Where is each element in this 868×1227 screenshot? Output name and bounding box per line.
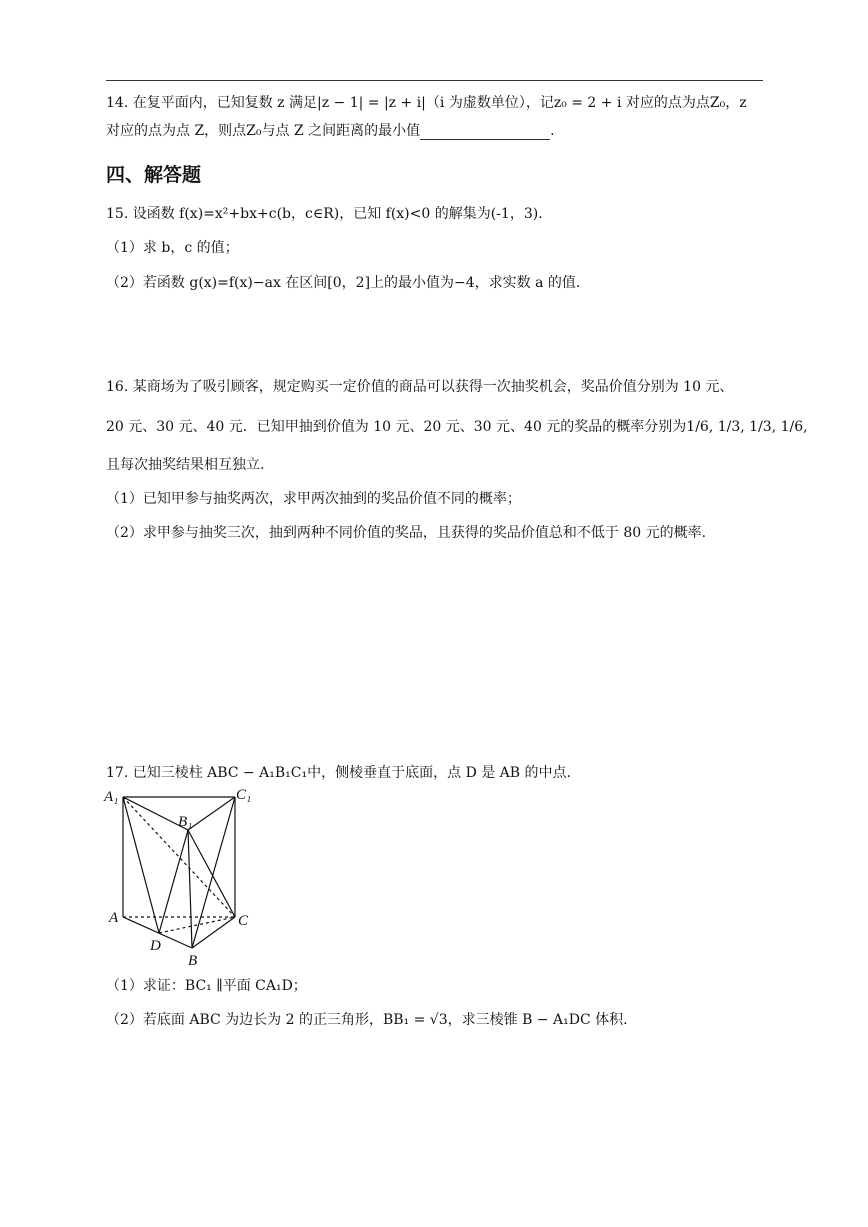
segment-a1d (123, 797, 159, 933)
q16-line3: 且每次抽奖结果相互独立. (106, 457, 265, 473)
q14-end: . (550, 123, 555, 139)
top-rule (106, 80, 763, 81)
answer-blank (420, 125, 550, 140)
q17-part2: （2）若底面 ABC 为边长为 2 的正三角形，BB₁ = √3，求三棱锥 B − A₁DC 体积. (106, 1012, 628, 1028)
q15-part1: （1）求 b，c 的值； (106, 240, 239, 256)
q14-line2 (106, 120, 555, 140)
q17-part1: （1）求证：BC₁ ∥平面 CA₁D； (106, 978, 307, 994)
q15-stem: 15. 设函数 f(x)=x²+bx+c(b，c∈R)，已知 f(x)<0 的解集为(-1，3). (106, 206, 543, 222)
q17-stem: 17. 已知三棱柱 ABC − A₁B₁C₁中，侧棱垂直于底面，点 D 是 AB 的中点. (106, 765, 571, 781)
q14-line1: 14. 在复平面内，已知复数 z 满足|z − 1| = |z + i|（i 为虚数单位），记z₀ = 2 + i 对应的点为点Z₀，z (106, 95, 747, 111)
label-b1: B₁ (178, 814, 193, 830)
label-d: D (150, 938, 161, 954)
segment-b1c (188, 830, 235, 917)
q16-line1: 16. 某商场为了吸引顾客，规定购买一定价值的商品可以获得一次抽奖机会，奖品价值分别为 10 元、 (106, 379, 734, 395)
segment-bc1 (192, 797, 235, 948)
section-title: 四、解答题 (106, 164, 202, 186)
label-c: C (238, 913, 249, 929)
label-c1: C₁ (236, 787, 252, 803)
q15-part2: （2）若函数 g(x)=f(x)−ax 在区间[0，2]上的最小值为−4，求实数 a 的值. (106, 275, 581, 291)
prism-figure (100, 785, 270, 970)
label-b: B (188, 953, 198, 969)
q16-part1: （1）已知甲参与抽奖两次，求甲两次抽到的奖品价值不同的概率； (106, 491, 521, 507)
edge-b1c1 (188, 797, 235, 830)
edge-bb1 (188, 830, 192, 948)
q16-part2: （2）求甲参与抽奖三次，抽到两种不同价值的奖品，且获得的奖品价值总和不低于 80 元的概率. (106, 525, 707, 541)
label-a: A (109, 910, 119, 926)
q16-line2: 20 元、30 元、40 元．已知甲抽到价值为 10 元、20 元、30 元、40 元的奖品的概率分别为1/6, 1/3, 1/3, 1/6, (106, 419, 808, 435)
q14-line2-text: 对应的点为点 Z，则点Z₀与点 Z 之间距离的最小值 (106, 123, 421, 139)
label-a1: A₁ (104, 789, 119, 805)
